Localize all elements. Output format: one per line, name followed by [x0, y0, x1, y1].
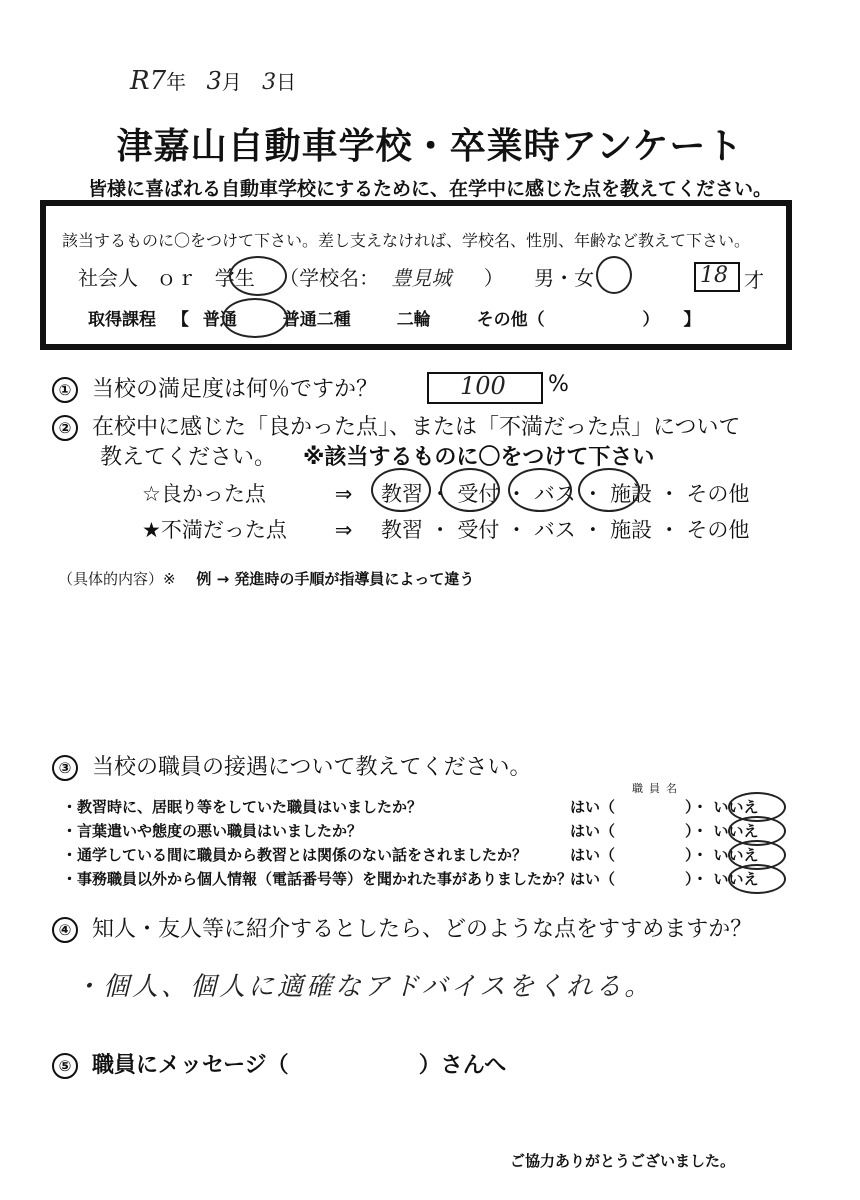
bracket-open: 【 [171, 310, 189, 330]
school-label: （学校名： [279, 266, 380, 290]
q3-answer-3: はい（ ）・ いいえ [570, 846, 759, 864]
good-option-lesson[interactable]: 教習 [380, 482, 423, 506]
worker-option[interactable]: 社会人 [78, 266, 138, 290]
course-circle [222, 298, 288, 338]
date-day: 3 [262, 70, 277, 95]
male-option[interactable]: 男 [534, 266, 555, 290]
bad-arrow: ⇒ [334, 518, 353, 542]
q3-row [52, 750, 532, 781]
student-circle [229, 256, 287, 296]
q3-text: 当校の職員の接遇について教えてください。 [92, 755, 532, 780]
course-standard-2[interactable]: 普通二種 [282, 310, 351, 330]
q3-number: ③ [52, 755, 78, 781]
detail-example: 例 → 発進時の手順が指導員によって違う [196, 570, 475, 588]
q5-text: 職員にメッセージ（ [92, 1053, 289, 1078]
q2-text-2: 教えてください。 [100, 445, 277, 470]
bad-label: ★不満だった点 [142, 518, 287, 542]
q2-detail-row [58, 568, 474, 589]
age-value: 18 [700, 263, 728, 288]
good-label: ☆良かった点 [142, 482, 266, 506]
q2-good-row: ☆良かった点 ⇒ 教習 ・ 受付 ・ バス ・ 施設 ・ その他 [142, 478, 749, 508]
q5-close: ）さんへ [418, 1053, 507, 1078]
q4-number: ④ [52, 917, 78, 943]
no-option[interactable]: いいえ [713, 870, 759, 888]
q4-answer[interactable]: ・個人、個人に適確なアドバイスをくれる。 [74, 972, 654, 1002]
circle-lesson [371, 468, 431, 512]
date-day-label: 日 [276, 70, 297, 94]
status-row [78, 262, 594, 291]
q2-text-1: 在校中に感じた「良かった点」、または「不満だった点」について [92, 415, 741, 440]
q5-number: ⑤ [52, 1053, 78, 1079]
good-arrow: ⇒ [334, 482, 353, 506]
date-year-label: 年 [166, 70, 187, 94]
female-option[interactable]: 女 [574, 266, 595, 290]
bad-option-other[interactable]: その他 [686, 518, 750, 542]
circle-bus [508, 468, 572, 512]
date-line [130, 66, 296, 96]
q1-text: 当校の満足度は何％ですか？ [92, 377, 379, 402]
q5-message-area[interactable] [60, 1080, 800, 1140]
q1-unit: % [548, 372, 569, 397]
yes-option[interactable]: はい（ [570, 846, 616, 864]
q3-item-2: ・言葉遣いや態度の悪い職員はいましたか？ [62, 822, 363, 840]
q2-detail-area[interactable] [60, 600, 800, 730]
bad-option-lesson[interactable]: 教習 [380, 518, 423, 542]
male-circle [596, 256, 632, 294]
page-title: 津嘉山自動車学校・卒業時アンケート [116, 126, 744, 167]
course-other[interactable]: その他（ [476, 310, 545, 330]
yes-option[interactable]: はい（ [570, 798, 616, 816]
or-text: ｏｒ [156, 266, 197, 290]
course-label: 取得課程 [88, 310, 156, 330]
bad-option-reception[interactable]: 受付 [457, 518, 500, 542]
good-option-reception[interactable]: 受付 [457, 482, 500, 506]
age-unit: 才 [744, 268, 764, 292]
course-other-close: ） [642, 310, 660, 330]
q1-answer: 100 [460, 372, 506, 400]
school-name[interactable]: 豊見城 [391, 266, 452, 290]
q1-row [52, 372, 378, 403]
bad-option-bus[interactable]: バス [533, 518, 576, 542]
q3-item-4: ・事務職員以外から個人情報（電話番号等）を聞かれた事がありましたか？ [62, 870, 573, 888]
circle-reception [440, 468, 500, 512]
thanks-text: ご協力ありがとうございました。 [510, 1152, 736, 1170]
staff-name-header: 職員名 [632, 782, 683, 795]
q4-row [52, 912, 752, 943]
student-option[interactable]: 学生 [214, 266, 255, 290]
yes-option[interactable]: はい（ [570, 822, 616, 840]
no-option[interactable]: いいえ [713, 798, 759, 816]
q5-row [52, 1048, 506, 1079]
circle-facility [578, 468, 640, 512]
good-option-other[interactable]: その他 [686, 482, 750, 506]
q1-number: ① [52, 377, 78, 403]
good-option-bus[interactable]: バス [533, 482, 576, 506]
no-option[interactable]: いいえ [713, 846, 759, 864]
q3-answer-1: はい（ ）・ いいえ [570, 798, 759, 816]
bracket-close: 】 [683, 310, 701, 330]
q3-item-1: ・教習時に、居眠り等をしていた職員はいましたか？ [62, 798, 423, 816]
q2-line2 [100, 440, 654, 471]
school-close: ） [483, 266, 504, 290]
q2-number: ② [52, 415, 78, 441]
no-circle-4 [728, 864, 786, 894]
course-standard[interactable]: 普通 [202, 310, 237, 330]
box-instruction: 該当するものに〇をつけて下さい。差し支えなければ、学校名、性別、年齢など教えて下さい。 [62, 231, 751, 250]
date-month-label: 月 [221, 70, 242, 94]
q2-line1 [52, 410, 741, 441]
gender-sep: ・ [554, 266, 575, 290]
detail-label: （具体的内容）※ [58, 570, 176, 588]
date-era: R7 [130, 66, 167, 96]
no-option[interactable]: いいえ [713, 822, 759, 840]
course-motorcycle[interactable]: 二輪 [396, 310, 431, 330]
date-month: 3 [206, 67, 222, 95]
good-option-facility[interactable]: 施設 [610, 482, 653, 506]
q3-item-3: ・通学している間に職員から教習とは関係のない話をされましたか？ [62, 846, 528, 864]
q3-answer-2: はい（ ）・ いいえ [570, 822, 759, 840]
yes-option[interactable]: はい（ [570, 870, 616, 888]
q4-text: 知人・友人等に紹介するとしたら、どのような点をすすめますか？ [92, 917, 753, 942]
q2-bad-row: ★不満だった点 ⇒ 教習 ・ 受付 ・ バス ・ 施設 ・ その他 [142, 514, 749, 544]
page-subtitle: 皆様に喜ばれる自動車学校にするために、在学中に感じた点を教えてください。 [87, 178, 772, 200]
course-row [88, 305, 700, 330]
q3-answer-4: はい（ ）・ いいえ [570, 870, 759, 888]
bad-option-facility[interactable]: 施設 [610, 518, 653, 542]
q2-instruction: ※該当するものに〇をつけて下さい [303, 445, 655, 470]
